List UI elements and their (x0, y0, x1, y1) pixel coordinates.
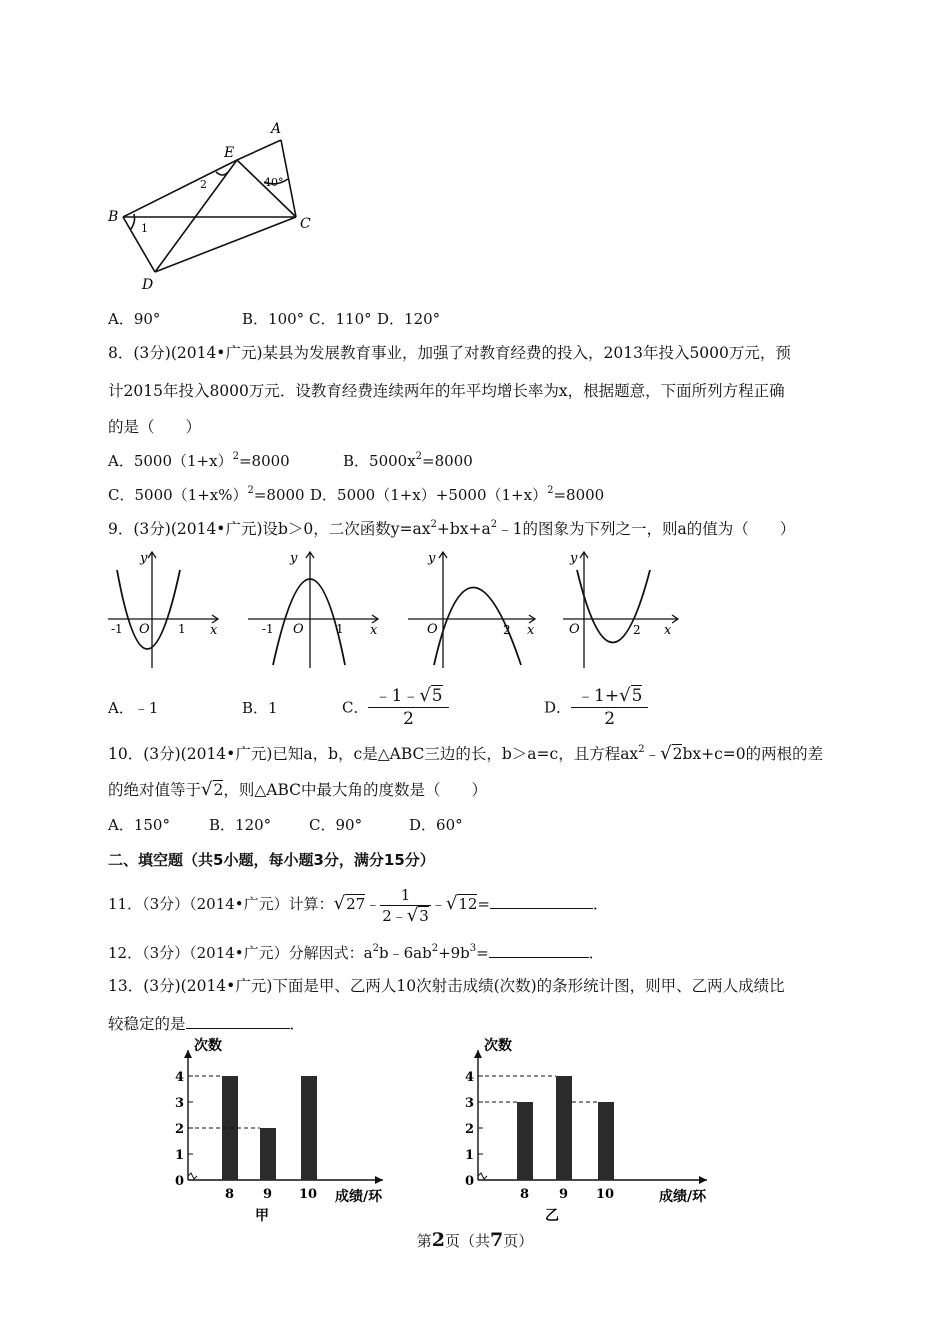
axis-break (478, 1173, 487, 1179)
y-axis-label: 次数 (484, 1038, 512, 1054)
bar-8 (517, 1102, 533, 1180)
q10-option-b: B．120° (209, 816, 272, 834)
y-tick-label: 0 (175, 1174, 185, 1189)
svg-text:-1: -1 (262, 622, 274, 636)
bar-10 (598, 1102, 614, 1180)
svg-text:y: y (140, 551, 148, 566)
q9-option-c: C． $\frac{﹣1﹣√5}{2}$ (342, 685, 449, 730)
q12-answer-blank[interactable] (489, 941, 589, 958)
svg-text:2: 2 (633, 623, 641, 637)
q7-option-d: D．120° (377, 310, 441, 328)
y-tick-label: 2 (175, 1122, 185, 1137)
q7-label-d: D (142, 277, 154, 293)
svg-text:O: O (569, 622, 580, 637)
q7-label-c: C (300, 216, 311, 232)
q7-angle-40: 40° (264, 176, 284, 189)
x-axis-arrow (699, 1176, 707, 1184)
q9-option-a: A．﹣1 (108, 699, 159, 717)
y-tick-label: 3 (465, 1096, 475, 1111)
section-2-heading: 二、填空题（共5小题，每小题3分，满分15分） (108, 851, 435, 869)
axis-break (188, 1173, 197, 1179)
x-tick-label: 8 (520, 1187, 530, 1202)
bar-9 (556, 1076, 572, 1180)
q10-option-c: C．90° (309, 816, 363, 834)
chart-yi (445, 1036, 715, 1224)
x-tick-label: 10 (596, 1187, 615, 1202)
x-axis-arrow (375, 1176, 383, 1184)
q7-angle-1: 1 (141, 222, 148, 235)
svg-text:O: O (427, 622, 438, 637)
q7-angle-2: 2 (200, 178, 207, 191)
x-tick-label: 8 (225, 1187, 235, 1202)
page-footer: 第2页（共7页） (416, 1229, 534, 1251)
x-tick-label: 10 (299, 1187, 318, 1202)
svg-text:y: y (290, 551, 298, 566)
svg-text:-1: -1 (111, 622, 123, 636)
y-tick-label: 2 (465, 1122, 475, 1137)
q9-graph-b (245, 548, 385, 670)
q8-line3: 的是（ ） (108, 418, 202, 436)
y-axis-arrow (474, 1050, 482, 1058)
bar-9 (260, 1128, 276, 1180)
q7-option-c: C．110° (309, 310, 372, 328)
q13-line1: 13．(3分)(2014•广元)下面是甲、乙两人10次射击成绩(次数)的条形统计图，则甲、乙两人成绩比 (108, 977, 785, 995)
q7-option-b: B．100° (242, 310, 305, 328)
q8-option-a: A．$5000(1+x)^2=8000$ (108, 451, 290, 470)
q9-option-b: B．1 (242, 699, 278, 717)
q7-label-a: A (271, 121, 282, 137)
q13-line2: 较稳定的是 ． (108, 1011, 305, 1035)
q10-option-d: D．60° (409, 816, 463, 834)
q13-answer-blank[interactable] (186, 1011, 290, 1029)
chart-jia (155, 1036, 385, 1224)
svg-text:x: x (527, 623, 535, 638)
chart-title: 乙 (545, 1208, 559, 1224)
svg-text:1: 1 (336, 622, 344, 636)
q9-option-d: D． $\frac{﹣1+√5}{2}$ (544, 685, 648, 730)
svg-text:x: x (664, 623, 672, 638)
y-tick-label: 4 (175, 1070, 185, 1085)
q7-geometry-figure (100, 115, 330, 300)
svg-text:y: y (428, 551, 436, 566)
q8-line2: 计2015年投入8000万元．设教育经费连续两年的年平均增长率为x，根据题意，下面所列方程正确 (108, 382, 785, 400)
q11-line: 11．（3分）（2014•广元）计算：√27﹣ $\frac{1}{2﹣√3}$ ﹣√12= ． (108, 885, 609, 926)
bar-10 (301, 1076, 317, 1180)
y-axis-label: 次数 (194, 1038, 222, 1054)
svg-text:O: O (139, 622, 150, 637)
q9-graph-d (560, 548, 685, 670)
y-tick-label: 3 (175, 1096, 185, 1111)
svg-text:x: x (370, 623, 378, 638)
svg-text:O: O (293, 622, 304, 637)
q10-option-a: A．150° (108, 816, 170, 834)
chart-title: 甲 (255, 1208, 269, 1224)
y-tick-label: 1 (465, 1148, 475, 1163)
q7-label-e: E (224, 145, 235, 161)
q9-stem: 9．(3分)(2014•广元)设b＞0，二次函数$y=ax^2+bx+a^2﹣1$的图象为下列之一，则a的值为（ ） (108, 519, 796, 538)
q8-option-b: B．$5000x^2=8000$ (343, 451, 473, 470)
q8-option-c: C．$5000(1+x\%)^2=8000$ (108, 485, 305, 504)
q8-line1: 8．(3分)(2014•广元)某县为发展教育事业，加强了对教育经费的投入，2013年投入5000万元，预 (108, 344, 791, 362)
y-tick-label: 0 (465, 1174, 475, 1189)
q7-label-b: B (108, 209, 119, 225)
q11-answer-blank[interactable] (490, 892, 593, 909)
q8-option-d: D．$5000(1+x)+5000(1+x)^2=8000$ (310, 485, 605, 504)
x-axis-label: 成绩/环 (335, 1189, 383, 1205)
q7-option-a: A．90° (108, 310, 161, 328)
q9-graph-a (105, 548, 225, 670)
svg-text:y: y (570, 551, 578, 566)
q10-line2: 的绝对值等于√2，则△ABC中最大角的度数是（ ） (108, 779, 488, 800)
y-tick-label: 4 (465, 1070, 475, 1085)
q12-line: 12．（3分）（2014•广元）分解因式：$a^2b﹣6ab^2+9b^3=$ ． (108, 943, 604, 962)
y-axis-arrow (184, 1050, 192, 1058)
svg-text:x: x (210, 623, 218, 638)
x-tick-label: 9 (559, 1187, 569, 1202)
q10-line1: 10．(3分)(2014•广元)已知a，b，c是△ABC三边的长，b＞a=c，且方程$ax^2﹣√2bx+c=0$的两根的差 (108, 743, 824, 764)
svg-text:1: 1 (178, 622, 186, 636)
y-tick-label: 1 (175, 1148, 185, 1163)
svg-text:2: 2 (503, 623, 511, 637)
x-axis-label: 成绩/环 (659, 1189, 707, 1205)
x-tick-label: 9 (263, 1187, 273, 1202)
q9-graph-c (405, 548, 540, 670)
